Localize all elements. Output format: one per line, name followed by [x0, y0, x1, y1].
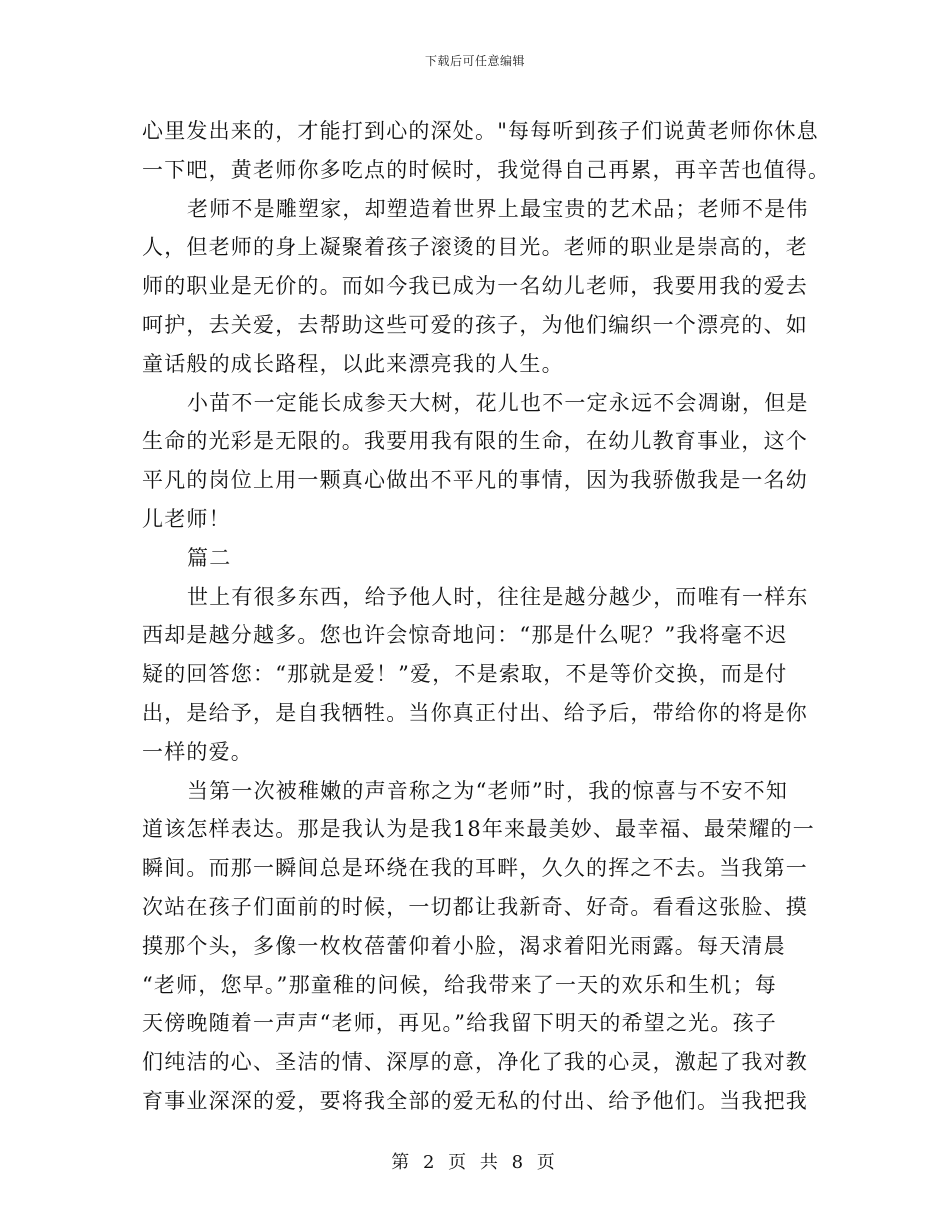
text-line: 道该怎样表达。那是我认为是我18年来最美妙、最幸福、最荣耀的一 [142, 817, 815, 842]
paragraph-first-line: 小苗不一定能长成参天大树，花儿也不一定永远不会凋谢，但是 [187, 390, 809, 415]
page-number: 第 2 页 共 8 页 [391, 1152, 559, 1173]
paragraph-first-line: 当第一次被稚嫩的声音称之为“老师”时，我的惊喜与不安不知 [187, 778, 789, 803]
text-line: 一下吧，黄老师你多吃点的时候时，我觉得自己再累，再辛苦也值得。 [142, 157, 831, 182]
paragraph-first-line: 世上有很多东西，给予他人时，往往是越分越少，而唯有一样东 [187, 584, 809, 609]
page-header: 下载后可任意编辑 [424, 54, 525, 68]
text-line: 摸那个头，多像一枚枚蓓蕾仰着小脸，渴求着阳光雨露。每天清晨 [142, 933, 786, 958]
text-line: 次站在孩子们面前的时候，一切都让我新奇、好奇。看看这张脸、摸 [142, 894, 808, 919]
text-line: 西却是越分越多。您也许会惊奇地问：“那是什么呢？”我将毫不迟 [142, 623, 788, 648]
text-line: 平凡的岗位上用一颗真心做出不平凡的事情，因为我骄傲我是一名幼 [142, 468, 808, 493]
text-line: 瞬间。而那一瞬间总是环绕在我的耳畔，久久的挥之不去。当我第一 [142, 856, 808, 881]
text-line: 师的职业是无价的。而如今我已成为一名幼儿老师，我要用我的爱去 [142, 274, 808, 299]
text-line: 出，是给予，是自我牺牲。当你真正付出、给予后，带给你的将是你 [142, 700, 808, 725]
text-line: 心里发出来的，才能打到心的深处。"每每听到孩子们说黄老师你休息 [142, 119, 819, 143]
text-line: 一样的爱。 [142, 739, 253, 764]
text-line: 育事业深深的爱，要将我全部的爱无私的付出、给予他们。当我把我 [142, 1088, 808, 1113]
text-line: 人，但老师的身上凝聚着孩子滚烫的目光。老师的职业是崇高的，老 [142, 235, 808, 260]
text-line: 儿老师！ [142, 506, 231, 531]
text-line: 疑的回答您：“那就是爱！”爱，不是索取，不是等价交换，而是付 [142, 662, 788, 687]
paragraph-first-line: 老师不是雕塑家，却塑造着世界上最宝贵的艺术品；老师不是伟 [187, 196, 809, 221]
text-line: 们纯洁的心、圣洁的情、深厚的意，净化了我的心灵，激起了我对教 [142, 1050, 808, 1075]
text-line: 呵护，去关爱，去帮助这些可爱的孩子，为他们编织一个漂亮的、如 [142, 312, 808, 337]
text-line: 童话般的成长路程，以此来漂亮我的人生。 [142, 351, 564, 376]
text-line: 生命的光彩是无限的。我要用我有限的生命，在幼儿教育事业，这个 [142, 429, 808, 454]
text-line: 天傍晚随着一声声“老师，再见。”给我留下明天的希望之光。孩子 [142, 1011, 777, 1036]
text-line: “老师，您早。”那童稚的问候，给我带来了一天的欢乐和生机；每 [142, 972, 777, 997]
document-body [142, 112, 831, 1121]
section-heading: 篇二 [187, 545, 232, 570]
